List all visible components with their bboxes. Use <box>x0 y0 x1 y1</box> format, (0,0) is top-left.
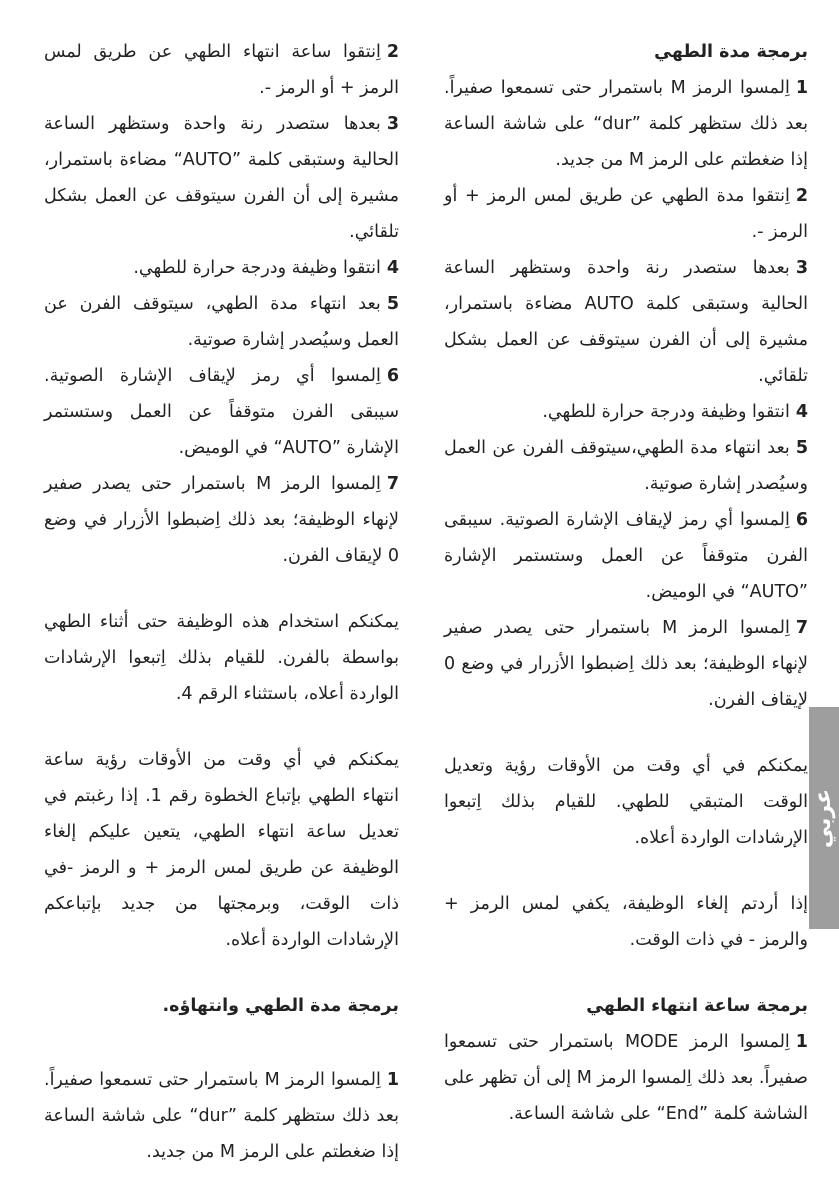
instruction-step <box>44 286 399 358</box>
step-text: اِلمسوا الرمز M باستمرار حتى يصدر صفير لإنهاء الوظيفة؛ بعد ذلك اِضبطوا الأزرار في وضع 0 لإيقاف الفرن. <box>44 474 399 566</box>
step-number: 1 <box>795 78 808 98</box>
section-gap <box>44 958 399 988</box>
step-text: بعد انتهاء مدة الطهي،سيتوقف الفرن عن العمل وسيُصدر إشارة صوتية. <box>444 438 808 494</box>
instruction-step <box>444 178 808 250</box>
instruction-step <box>444 250 808 394</box>
instruction-step <box>444 502 808 610</box>
language-tab-label: عربي <box>811 788 837 848</box>
paragraph <box>444 748 808 856</box>
step-number: 6 <box>386 366 399 386</box>
step-text: انتقوا وظيفة ودرجة حرارة للطهي. <box>133 258 381 278</box>
step-text: اِنتقوا ساعة انتهاء الطهي عن طريق لمس الرمز + أو الرمز -. <box>44 42 399 98</box>
section-heading <box>444 988 808 1024</box>
instruction-step <box>444 1024 808 1132</box>
step-number: 3 <box>795 258 808 278</box>
step-text: بعد انتهاء مدة الطهي، سيتوقف الفرن عن العمل وسيُصدر إشارة صوتية. <box>44 294 399 350</box>
section-heading <box>44 988 399 1024</box>
step-text: اِلمسوا الرمز MODE باستمرار حتى تسمعوا صفيراً. بعد ذلك اِلمسوا الرمز M إلى أن تظهر على الشاشة كلمة ”End“ على شاشة الساعة. <box>444 1032 809 1124</box>
section-gap <box>44 1024 399 1062</box>
step-text: بعدها ستصدر رنة واحدة وستظهر الساعة الحالية وستبقى كلمة ”AUTO“ مضاءة باستمرار، مشيرة إلى أن الفرن سيتوقف عن العمل بشكل تلقائي. <box>44 114 400 242</box>
instruction-step <box>44 106 399 250</box>
instruction-step <box>44 34 399 106</box>
instruction-step <box>44 1062 399 1170</box>
language-side-tab <box>809 707 839 929</box>
paragraph-text: يمكنكم في أي وقت من الأوقات رؤية ساعة انتهاء الطهي بإتباع الخطوة رقم 1. إذا رغبتم في تعديل ساعة انتهاء الطهي، يتعين عليكم إلغاء الوظيفة عن طريق لمس الرمز + و الرمز -في ذات الوقت، وبرمجتها من جديد بإتباعكم الإرشادات الواردة أعلاه. <box>44 750 399 950</box>
instruction-step <box>44 466 399 574</box>
heading-text: برمجة مدة الطهي وانتهاؤه. <box>162 996 399 1016</box>
step-number: 4 <box>795 402 808 422</box>
instruction-step <box>44 250 399 286</box>
step-text: اِلمسوا أي رمز لإيقاف الإشارة الصوتية. سيبقى الفرن متوقفاً عن العمل وستستمر الإشارة ”AUTO“ في الوميض. <box>44 366 399 458</box>
paragraph-text: إذا أردتم إلغاء الوظيفة، يكفي لمس الرمز + والرمز - في ذات الوقت. <box>444 894 808 950</box>
step-text: اِلمسوا الرمز M باستمرار حتى تسمعوا صفيراً. بعد ذلك ستظهر كلمة ”dur“ على شاشة الساعة إذا ضغطتم على الرمز M من جديد. <box>444 78 808 170</box>
section-gap <box>444 958 808 988</box>
right-column <box>444 34 808 1132</box>
instruction-step <box>44 358 399 466</box>
step-text: انتقوا وظيفة ودرجة حرارة للطهي. <box>542 402 790 422</box>
step-number: 4 <box>386 258 399 278</box>
step-number: 6 <box>795 510 808 530</box>
paragraph <box>44 604 399 712</box>
step-text: اِلمسوا الرمز M باستمرار حتى يصدر صفير لإنهاء الوظيفة؛ بعد ذلك اِضبطوا الأزرار في وضع 0 لإيقاف الفرن. <box>444 618 808 710</box>
step-number: 2 <box>795 186 808 206</box>
instruction-step <box>444 430 808 502</box>
step-text: اِلمسوا أي رمز لإيقاف الإشارة الصوتية. سيبقى الفرن متوقفاً عن العمل وستستمر الإشارة ”AUTO“ في الوميض. <box>444 510 808 602</box>
heading-text: برمجة مدة الطهي <box>654 42 808 62</box>
step-number: 7 <box>795 618 808 638</box>
step-text: اِلمسوا الرمز M باستمرار حتى تسمعوا صفيراً. بعد ذلك ستظهر كلمة ”dur“ على شاشة الساعة إذا ضغطتم على الرمز M من جديد. <box>44 1070 399 1162</box>
step-number: 5 <box>795 438 808 458</box>
instruction-step <box>444 610 808 718</box>
paragraph-text: يمكنكم استخدام هذه الوظيفة حتى أثناء الطهي بواسطة بالفرن. للقيام بذلك اِتبعوا الإرشادات الواردة أعلاه، باستثناء الرقم 4. <box>44 612 399 704</box>
paragraph-text: يمكنكم في أي وقت من الأوقات رؤية وتعديل الوقت المتبقي للطهي. للقيام بذلك اِتبعوا الإرشادات الواردة أعلاه. <box>444 756 808 848</box>
section-gap <box>444 856 808 886</box>
step-number: 2 <box>386 42 399 62</box>
instruction-step <box>444 70 808 178</box>
step-text: بعدها ستصدر رنة واحدة وستظهر الساعة الحالية وستبقى كلمة AUTO مضاءة باستمرار، مشيرة إلى أن الفرن سيتوقف عن العمل بشكل تلقائي. <box>444 258 808 386</box>
section-heading <box>444 34 808 70</box>
instruction-step <box>444 394 808 430</box>
step-number: 1 <box>795 1032 808 1052</box>
step-number: 1 <box>386 1070 399 1090</box>
step-number: 3 <box>386 114 399 134</box>
heading-text: برمجة ساعة انتهاء الطهي <box>586 996 808 1016</box>
step-number: 5 <box>386 294 399 314</box>
section-gap <box>44 712 399 742</box>
paragraph <box>444 886 808 958</box>
left-column <box>44 34 399 1170</box>
paragraph <box>44 742 399 958</box>
step-text: اِنتقوا مدة الطهي عن طريق لمس الرمز + أو الرمز -. <box>444 186 808 242</box>
section-gap <box>444 718 808 748</box>
step-number: 7 <box>386 474 399 494</box>
section-gap <box>44 574 399 604</box>
